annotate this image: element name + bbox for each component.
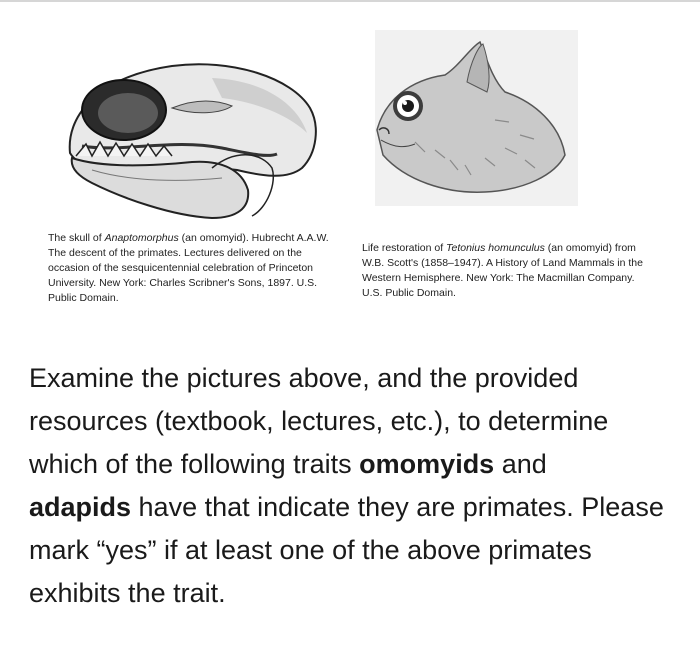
right-caption-taxon: Tetonius homunculus: [446, 242, 545, 254]
top-divider: [0, 0, 700, 2]
tetonius-head-illustration: [375, 30, 578, 206]
skull-illustration: [62, 58, 324, 220]
term-adapids: adapids: [29, 492, 132, 522]
term-omomyids: omomyids: [359, 449, 495, 479]
left-figure-caption: The skull of Anaptomorphus (an omomyid). Hubrecht A.A.W. The descent of the primates. Lectures delivered on the occasion of the sesquicentennial celebration of Princeton University. New York: Charles Scribner's Sons, 1897. U.S. Public Domain.: [48, 232, 329, 304]
right-figure-caption: Life restoration of Tetonius homunculus (an omomyid) from W.B. Scott's (1858–1947). A History of Land Mammals in the Western Hemisphere. New York: The Macmillan Company. U.S. Public Domain.: [362, 242, 643, 299]
question-text: Examine the pictures above, and the provided resources (textbook, lectures, etc.), to determine which of the following traits omomyids and adapids have that indicate they are primates. Please mark “yes” if at least one of the above primates exhibits the trait.: [29, 363, 664, 608]
left-caption-taxon: Anaptomorphus: [104, 232, 179, 244]
